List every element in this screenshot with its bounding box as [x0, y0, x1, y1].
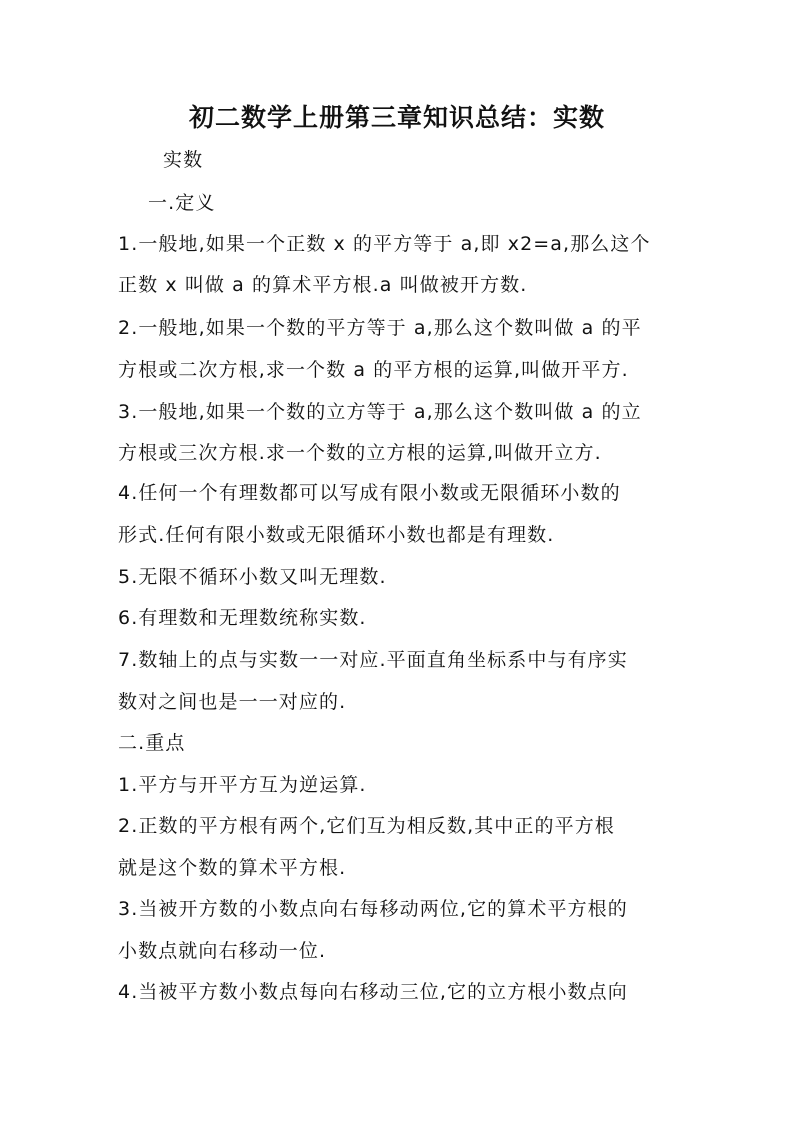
definition-line-2: 正数 x 叫做 a 的算术平方根.a 叫做被开方数. — [118, 274, 528, 296]
key-point-line-1: 1.平方与开平方互为逆运算. — [118, 774, 367, 796]
key-point-line-5: 小数点就向右移动一位. — [118, 940, 327, 962]
definition-line-3: 2.一般地,如果一个数的平方等于 a,那么这个数叫做 a 的平 — [118, 317, 642, 339]
definition-line-9: 5.无限不循环小数又叫无理数. — [118, 566, 387, 588]
key-point-line-2: 2.正数的平方根有两个,它们互为相反数,其中正的平方根 — [118, 815, 615, 837]
definition-line-7: 4.任何一个有理数都可以写成有限小数或无限循环小数的 — [118, 482, 621, 504]
document-title: 初二数学上册第三章知识总结：实数 — [188, 103, 605, 132]
key-point-line-6: 4.当被平方数小数点每向右移动三位,它的立方根小数点向 — [118, 981, 628, 1003]
section-heading-key-points: 二.重点 — [118, 732, 186, 754]
definition-line-6: 方根或三次方根.求一个数的立方根的运算,叫做开立方. — [118, 442, 602, 464]
definition-line-8: 形式.任何有限小数或无限循环小数也都是有理数. — [118, 524, 555, 546]
definition-line-11: 7.数轴上的点与实数一一对应.平面直角坐标系中与有序实 — [118, 649, 628, 671]
definition-line-5: 3.一般地,如果一个数的立方等于 a,那么这个数叫做 a 的立 — [118, 401, 642, 423]
definition-line-1: 1.一般地,如果一个正数 x 的平方等于 a,即 x2=a,那么这个 — [118, 233, 651, 255]
key-point-line-3: 就是这个数的算术平方根. — [118, 857, 347, 879]
definition-line-12: 数对之间也是一一对应的. — [118, 691, 347, 713]
definition-line-10: 6.有理数和无理数统称实数. — [118, 607, 367, 629]
section-heading-definition: 一.定义 — [148, 192, 216, 214]
document-subtitle: 实数 — [163, 149, 204, 171]
key-point-line-4: 3.当被开方数的小数点向右每移动两位,它的算术平方根的 — [118, 898, 628, 920]
definition-line-4: 方根或二次方根,求一个数 a 的平方根的运算,叫做开平方. — [118, 359, 629, 381]
